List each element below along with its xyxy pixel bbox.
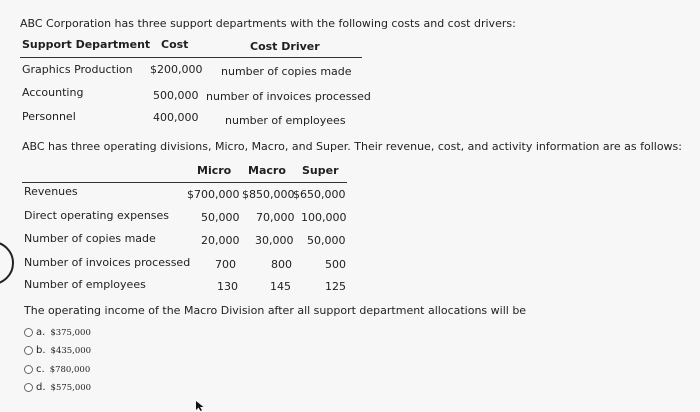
row-label-direct-operating-expenses: Direct operating expenses — [24, 209, 170, 222]
row-label-employees: Number of employees — [24, 278, 146, 291]
row-label-invoices-processed: Number of invoices processed — [24, 256, 191, 269]
row-label-copies-made: Number of copies made — [24, 232, 156, 245]
super-direct-expenses: 100,000 — [301, 211, 347, 224]
header-macro: Macro — [248, 164, 286, 177]
header-support-department: Support Department — [22, 38, 151, 51]
option-b[interactable] — [24, 345, 91, 356]
macro-revenue: $850,000 — [242, 188, 295, 201]
header-cost: Cost — [161, 38, 189, 51]
mouse-cursor-icon — [195, 400, 205, 412]
support-row-department: Accounting — [22, 86, 84, 99]
super-employees: 125 — [325, 280, 346, 293]
division-header-rule — [22, 182, 347, 183]
macro-employees: 145 — [270, 280, 291, 293]
macro-copies: 30,000 — [255, 234, 294, 247]
option-c[interactable] — [24, 364, 90, 375]
header-micro: Micro — [197, 164, 232, 177]
macro-invoices: 800 — [271, 258, 292, 271]
option-value: $780,000 — [49, 364, 91, 375]
option-letter: b. — [36, 345, 46, 356]
super-copies: 50,000 — [307, 234, 346, 247]
support-row-driver: number of copies made — [221, 65, 352, 78]
option-a[interactable] — [24, 327, 91, 338]
radio-button[interactable] — [24, 328, 33, 337]
macro-direct-expenses: 70,000 — [256, 211, 295, 224]
radio-button[interactable] — [24, 365, 33, 374]
micro-employees: 130 — [217, 280, 238, 293]
support-row-cost: $200,000 — [150, 63, 203, 76]
support-row-cost: 400,000 — [153, 111, 199, 124]
option-letter: c. — [36, 364, 45, 375]
operating-intro-text: ABC has three operating divisions, Micro, Macro, and Super. Their revenue, cost, and activity information are as follows: — [22, 140, 682, 153]
support-row-driver: number of invoices processed — [206, 90, 371, 103]
super-revenue: $650,000 — [293, 188, 346, 201]
support-row-department: Graphics Production — [22, 63, 133, 76]
radio-button[interactable] — [24, 383, 33, 392]
left-edge-arc — [0, 241, 14, 285]
option-letter: d. — [36, 382, 46, 393]
option-value: $435,000 — [50, 345, 92, 356]
intro-text: ABC Corporation has three support departments with the following costs and cost drivers: — [20, 17, 516, 30]
support-row-department: Personnel — [22, 110, 76, 123]
option-value: $575,000 — [50, 382, 92, 393]
micro-invoices: 700 — [215, 258, 236, 271]
micro-copies: 20,000 — [201, 234, 240, 247]
micro-direct-expenses: 50,000 — [201, 211, 240, 224]
header-cost-driver: Cost Driver — [250, 40, 320, 53]
support-row-cost: 500,000 — [153, 89, 199, 102]
header-super: Super — [302, 164, 339, 177]
row-label-revenues: Revenues — [24, 185, 78, 198]
option-value: $375,000 — [50, 327, 91, 338]
question-text: The operating income of the Macro Division after all support department allocations will be — [24, 304, 527, 317]
option-letter: a. — [36, 327, 46, 338]
support-row-driver: number of employees — [225, 114, 346, 127]
option-d[interactable] — [24, 382, 91, 393]
support-header-rule — [20, 57, 362, 58]
micro-revenue: $700,000 — [187, 188, 240, 201]
radio-button[interactable] — [24, 346, 33, 355]
super-invoices: 500 — [325, 258, 346, 271]
